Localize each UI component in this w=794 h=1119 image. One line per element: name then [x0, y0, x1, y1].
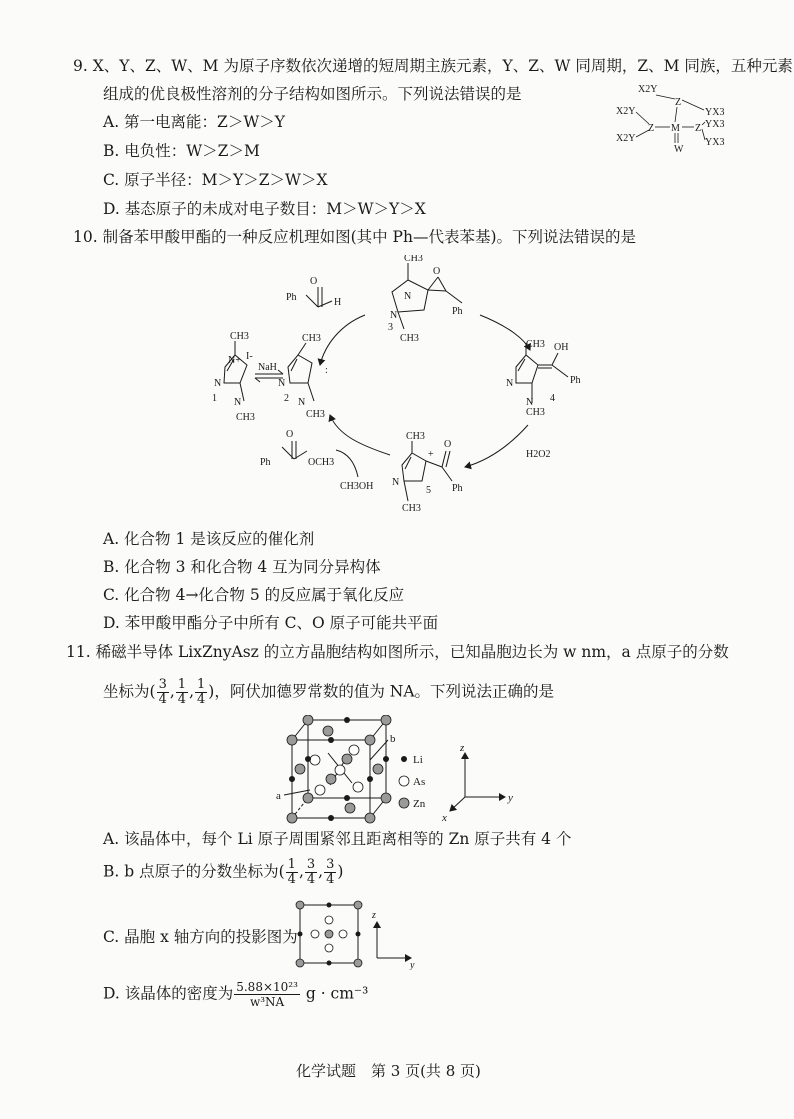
svg-text:YX3: YX3 [705, 137, 725, 148]
svg-text:Li: Li [413, 754, 423, 766]
svg-text:X2Y: X2Y [616, 106, 636, 117]
svg-text:x: x [442, 812, 447, 824]
q10-option-d: D. 苯甲酸甲酯分子中所有 C、O 原子可能共平面 [103, 614, 439, 632]
q11-unit-cell-diagram [270, 715, 520, 825]
svg-text:Ph: Ph [260, 457, 271, 468]
svg-text:CH3: CH3 [400, 333, 419, 344]
svg-text:y: y [410, 960, 415, 970]
svg-text:OH: OH [554, 342, 569, 353]
q11-option-a: A. 该晶体中，每个 Li 原子周围紧邻且距离相等的 Zn 原子共有 4 个 [103, 830, 572, 848]
svg-text:NaH: NaH [258, 362, 277, 373]
svg-text:CH3: CH3 [526, 339, 545, 350]
svg-text:z: z [372, 910, 376, 921]
svg-text:O: O [433, 266, 441, 277]
svg-text:N: N [234, 397, 242, 408]
compound-2-structure [288, 343, 314, 401]
svg-text:b: b [390, 733, 396, 745]
svg-text:CH3: CH3 [302, 333, 321, 344]
q9-option-c: C. 原子半径：M＞Y＞Z＞W＞X [103, 171, 328, 189]
q11-stem-line1: 11. 稀磁半导体 LixZnyAsz 的立方晶胞结构如图所示，已知晶胞边长为 w nm，a 点原子的分数 [66, 643, 729, 661]
svg-text:N: N [278, 378, 286, 389]
svg-text:I-: I- [246, 351, 253, 362]
svg-text:Ph: Ph [452, 483, 463, 494]
methyl-benzoate-structure [282, 441, 307, 459]
svg-text:YX3: YX3 [705, 107, 725, 118]
coord-b-z: $\frac{3}{4}$ [326, 857, 335, 887]
svg-text:a: a [276, 790, 281, 802]
svg-text:H2O2: H2O2 [526, 449, 551, 460]
svg-text:As: As [413, 776, 426, 788]
svg-text:CH3: CH3 [306, 409, 325, 420]
svg-text:N: N [526, 397, 534, 408]
svg-text:CH3: CH3 [402, 503, 421, 514]
svg-text:X2Y: X2Y [638, 84, 658, 95]
svg-text:N: N [390, 310, 398, 321]
svg-text:CH3: CH3 [406, 431, 425, 442]
svg-text:y: y [508, 792, 513, 804]
q9-option-b: B. 电负性：W＞Z＞M [103, 142, 260, 160]
q9-option-a: A. 第一电离能：Z＞W＞Y [103, 113, 285, 131]
q10-option-c: C. 化合物 4→化合物 5 的反应属于氧化反应 [103, 586, 405, 604]
q11-option-c: C. 晶胞 x 轴方向的投影图为 [103, 928, 298, 946]
svg-text:CH3: CH3 [230, 331, 249, 342]
svg-text:CH3: CH3 [236, 412, 255, 423]
q11-option-b: B. b 点原子的分数坐标为( $\frac{1}{4}$ , $\frac{3}{4}$ , $\frac{3}{4}$ ) [103, 857, 344, 887]
q11-projection-diagram [295, 900, 420, 970]
q9-option-d: D. 基态原子的未成对电子数目：M＞W＞Y＞X [103, 200, 426, 218]
svg-text:H: H [334, 297, 342, 308]
coord-b-y: $\frac{3}{4}$ [306, 857, 316, 887]
svg-text:Ph: Ph [286, 292, 297, 303]
svg-text:O: O [444, 439, 452, 450]
svg-text::: : [325, 365, 328, 376]
svg-text:N+: N+ [228, 355, 241, 366]
svg-text:Z: Z [695, 123, 702, 134]
svg-text:z: z [460, 742, 465, 754]
svg-text:CH3OH: CH3OH [340, 481, 374, 492]
svg-text:CH3: CH3 [526, 407, 545, 418]
q11-stem-line2: 坐标为( $\frac{3}{4}$ , $\frac{1}{4}$ , $\frac{1}{4}$ )，阿伏加德罗常数的值为 NA。下列说法正确的是 [103, 677, 555, 707]
q10-option-a: A. 化合物 1 是该反应的催化剂 [103, 530, 315, 548]
svg-text:N: N [392, 477, 400, 488]
coord-b-x: $\frac{1}{4}$ [287, 857, 296, 887]
svg-text:4: 4 [550, 393, 555, 404]
svg-text:+: + [428, 449, 434, 460]
q9-stem-line1: 9. X、Y、Z、W、M 为原子序数依次递增的短周期主族元素，Y、Z、W 同周期，Z、M 同族，五种元素 [73, 57, 793, 75]
svg-text:O: O [286, 429, 294, 440]
svg-text:N: N [404, 291, 412, 302]
svg-text:X2Y: X2Y [616, 133, 636, 144]
q9-stem-line2: 组成的优良极性溶剂的分子结构如图所示。下列说法错误的是 [103, 85, 522, 103]
svg-text:Ph: Ph [570, 375, 581, 386]
svg-text:N: N [298, 397, 306, 408]
svg-text:3: 3 [388, 322, 393, 333]
svg-text:CH3: CH3 [404, 255, 423, 264]
compound-3-structure [392, 263, 462, 329]
svg-text:Ph: Ph [452, 306, 463, 317]
q9-molecule-structure [612, 80, 737, 155]
svg-text:N: N [506, 378, 514, 389]
q11-option-d: D. 该晶体的密度为 $\frac{\text{5.88×10²³}}{\text{w³NA}}$ g · cm⁻³ [103, 980, 369, 1009]
benzaldehyde-structure [306, 287, 332, 307]
svg-text:5: 5 [426, 485, 431, 496]
coord-a-y: $\frac{1}{4}$ [177, 677, 187, 707]
q10-stem: 10. 制备苯甲酸甲酯的一种反应机理如图(其中 Ph—代表苯基)。下列说法错误的是 [73, 228, 637, 246]
svg-text:2: 2 [284, 393, 289, 404]
density-fraction: $\frac{\text{5.88×10²³}}{\text{w³NA}}$ [236, 980, 298, 1009]
svg-text:Zn: Zn [413, 798, 426, 810]
compound-1-structure [224, 341, 247, 401]
svg-text:YX3: YX3 [705, 119, 725, 130]
coord-a-x: $\frac{3}{4}$ [158, 677, 167, 707]
q10-mechanism-diagram [190, 255, 610, 520]
svg-text:Z: Z [675, 97, 682, 108]
coord-a-z: $\frac{1}{4}$ [197, 677, 206, 707]
svg-text:W: W [674, 144, 684, 155]
svg-text:Z: Z [648, 123, 655, 134]
svg-text:1: 1 [212, 393, 217, 404]
svg-text:OCH3: OCH3 [308, 457, 335, 468]
q10-option-b: B. 化合物 3 和化合物 4 互为同分异构体 [103, 558, 381, 576]
svg-text:O: O [310, 276, 318, 287]
svg-text:M: M [671, 123, 680, 134]
page-footer: 化学试题 第 3 页(共 8 页) [296, 1062, 481, 1080]
svg-text:N: N [214, 378, 222, 389]
